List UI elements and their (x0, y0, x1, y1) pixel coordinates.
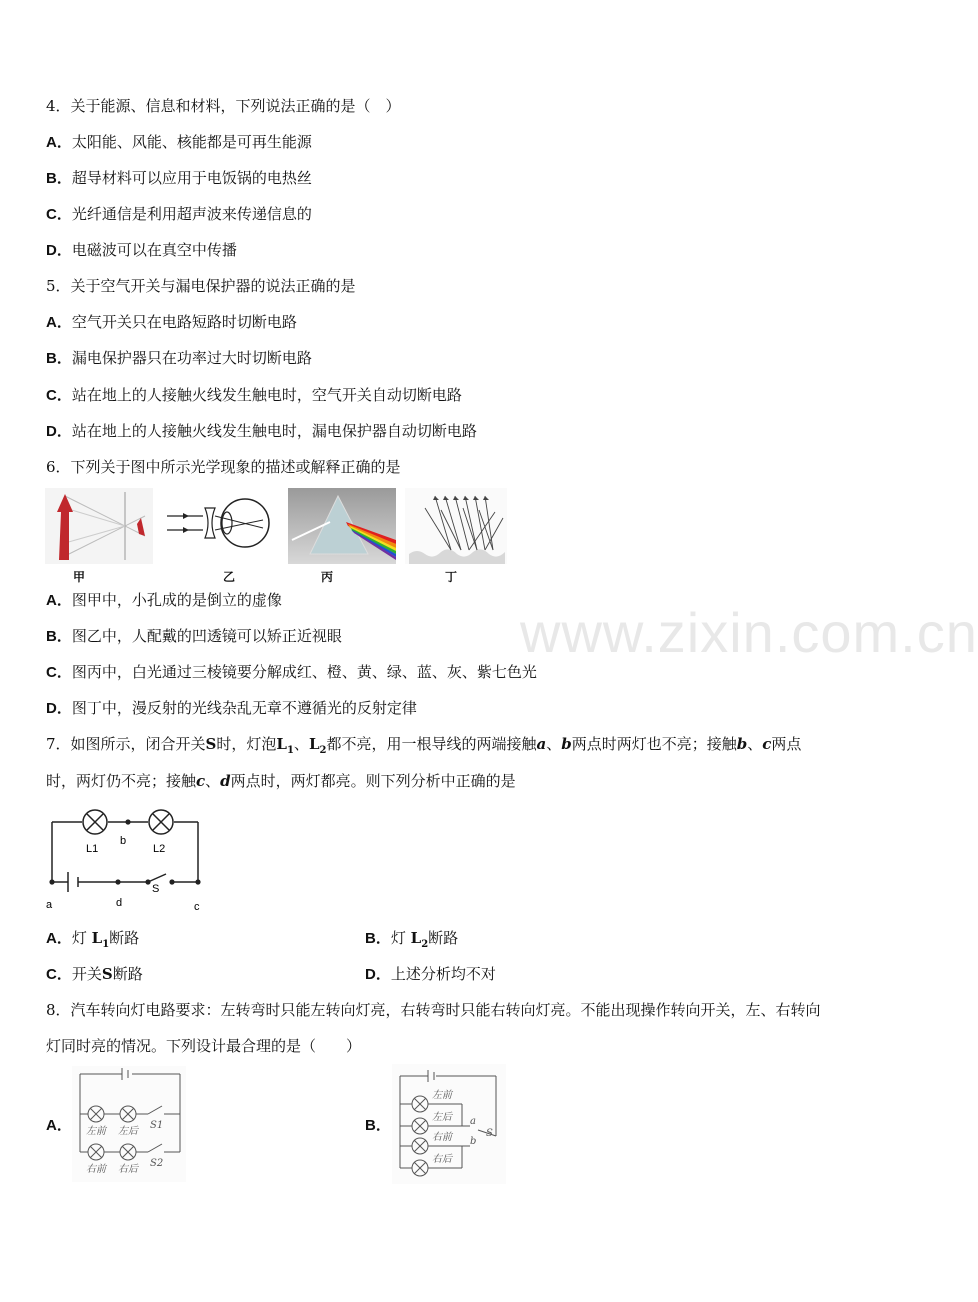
label-b: b (120, 835, 127, 847)
watermark: www.zixin.com.cn (520, 601, 978, 664)
q5-option-d: D．站在地上的人接触火线发生触电时，漏电保护器自动切断电路 (46, 422, 477, 440)
a-label-left-back: 左后 (118, 1126, 138, 1137)
q6-option-d: D．图丁中，漫反射的光线杂乱无章不遵循光的反射定律 (46, 699, 417, 717)
label-a: a (46, 899, 53, 911)
b-label-left-front: 左前 (432, 1090, 452, 1101)
label-l1: L1 (86, 843, 99, 855)
q7-option-a: A．灯 $L_1$断路 (46, 929, 140, 950)
eye-lens-figure (163, 488, 271, 564)
label-l2: L2 (153, 843, 166, 855)
q7-stem-line2: 时，两灯仍不亮；接触c、d两点时，两灯都亮。则下列分析中正确的是 (46, 772, 516, 790)
q7-option-c: C．开关S断路 (46, 965, 143, 983)
caption-yi: 乙 (223, 570, 236, 584)
diffuse-reflection-figure (405, 488, 507, 564)
a-label-s1: S1 (150, 1120, 164, 1131)
a-label-right-back: 右后 (118, 1164, 138, 1175)
b-label-a: a (470, 1116, 476, 1127)
label-c: c (194, 901, 200, 913)
caption-bing: 丙 (321, 570, 334, 584)
b-label-left-back: 左后 (432, 1112, 452, 1123)
q5-option-c: C．站在地上的人接触火线发生触电时，空气开关自动切断电路 (46, 386, 462, 404)
q4-option-c: C．光纤通信是利用超声波来传递信息的 (46, 205, 312, 223)
q4-option-d: D．电磁波可以在真空中传播 (46, 241, 237, 259)
b-label-b: b (470, 1136, 477, 1147)
q8-option-b-label: B． (365, 1117, 391, 1134)
q4-option-a: A．太阳能、风能、核能都是可再生能源 (46, 133, 312, 151)
q8-circuit-b (392, 1064, 506, 1184)
q8-circuit-a (72, 1066, 186, 1182)
q4-option-b: B．超导材料可以应用于电饭锅的电热丝 (46, 169, 312, 187)
caption-ding: 丁 (445, 570, 458, 584)
a-label-left-front: 左前 (86, 1126, 106, 1137)
q6-option-c: C．图丙中，白光通过三棱镜要分解成红、橙、黄、绿、蓝、灰、紫七色光 (46, 663, 537, 681)
q5-option-a: A．空气开关只在电路短路时切断电路 (46, 313, 297, 331)
b-label-right-front: 右前 (432, 1132, 452, 1143)
q5-option-b: B．漏电保护器只在功率过大时切断电路 (46, 349, 312, 367)
q8-option-a-label: A． (46, 1117, 72, 1134)
q5-stem: 5．关于空气开关与漏电保护器的说法正确的是 (46, 277, 356, 295)
q7-circuit-figure (42, 800, 212, 916)
label-d: d (116, 897, 123, 909)
pinhole-figure (45, 488, 153, 564)
q4-stem: 4．关于能源、信息和材料，下列说法正确的是（ ） (46, 97, 401, 115)
q7-option-b: B．灯 $L_2$断路 (365, 929, 459, 950)
q8-stem-line1: 8．汽车转向灯电路要求：左转弯时只能左转向灯亮，右转弯时只能右转向灯亮。不能出现操作转向开关，左、右转向 (46, 1001, 821, 1019)
q6-option-a: A．图甲中，小孔成的是倒立的虚像 (46, 591, 282, 609)
caption-jia: 甲 (73, 570, 86, 584)
q6-stem: 6．下列关于图中所示光学现象的描述或解释正确的是 (46, 458, 401, 476)
q8-stem-line2: 灯同时亮的情况。下列设计最合理的是（ ） (46, 1037, 362, 1055)
b-label-s: S (486, 1128, 493, 1139)
label-s: S (152, 883, 160, 895)
b-label-right-back: 右后 (432, 1154, 452, 1165)
q7-option-d: D．上述分析均不对 (365, 965, 496, 983)
q6-option-b: B．图乙中，人配戴的凹透镜可以矫正近视眼 (46, 627, 342, 645)
prism-figure (288, 488, 396, 564)
a-label-s2: S2 (150, 1158, 164, 1169)
a-label-right-front: 右前 (86, 1164, 106, 1175)
q7-stem-line1: 7．如图所示，闭合开关S时，灯泡$L_1$、$L_2$都不亮，用一根导线的两端接触a、b两点时两灯也不亮；接触b、c两点 (46, 735, 802, 756)
